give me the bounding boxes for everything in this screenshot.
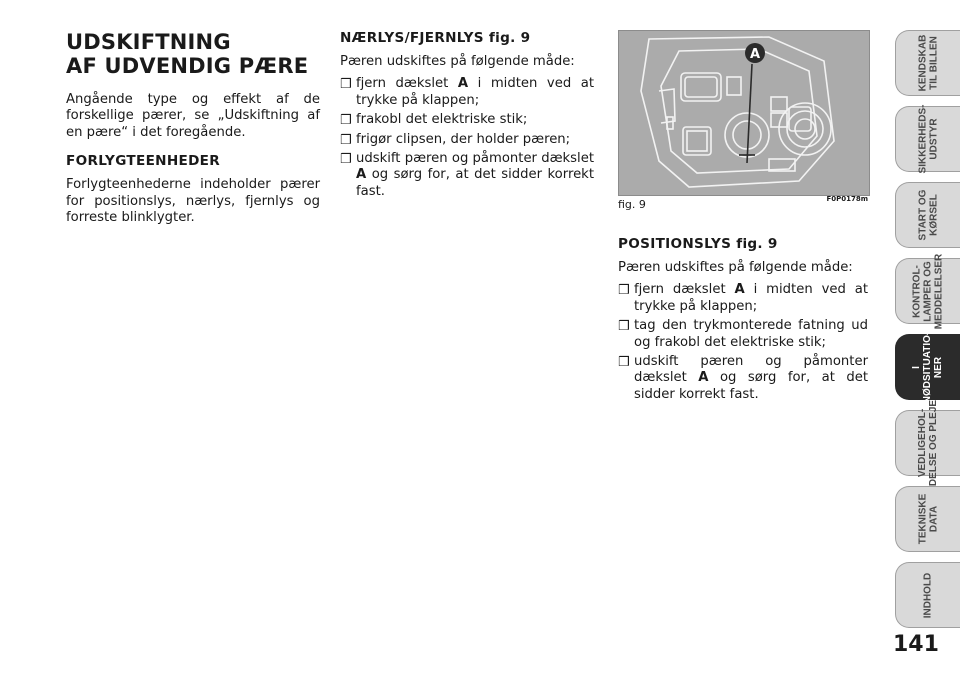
list-item: ❒ udskift pæren og påmonter dækslet A og sørg for, at det sidder korrekt fast. [340,151,594,199]
list-item: ❒ fjern dækslet A i midten ved at trykke på klappen; [340,76,594,108]
checkbox-bullet-icon: ❒ [340,152,352,168]
figure-caption [618,196,868,214]
checkbox-bullet-icon: ❒ [618,319,630,335]
column-1 [66,30,320,238]
tab-kendskab[interactable]: KENDSKAB TIL BILLEN [895,30,960,96]
headlight-illustration [619,31,869,195]
positionslys-steps [618,282,868,403]
list-item: ❒ tag den trykmonterede fatning ud og frakobl det elektriske stik; [618,318,868,350]
tab-nodsituationer[interactable]: I NØDSITUATIO- NER [895,334,960,400]
column-2 [340,30,594,203]
section-heading-forlygteenheder: FORLYGTEENHEDER [66,153,221,170]
list-item: ❒ frakobl det elektriske stik; [340,112,528,129]
tab-tekniske-data[interactable]: TEKNISKE DATA [895,486,960,552]
positionslys-intro: Pæren udskiftes på følgende måde: [618,260,853,275]
checkbox-bullet-icon: ❒ [618,283,630,299]
naerlys-intro: Pæren udskiftes på følgende måde: [340,54,575,69]
list-item: ❒ frigør clipsen, der holder pæren; [340,131,571,148]
forlygte-paragraph: Forlygteenhederne indeholder pærer for positionslys, nærlys, fjernlys og forreste blinklygter. [66,177,320,226]
checkbox-bullet-icon: ❒ [618,355,630,371]
page-number: 141 [893,632,939,657]
title-line-2: AF UDVENDIG PÆRE [66,54,309,78]
headlight-figure [618,30,870,196]
tab-sikkerhedsudstyr[interactable]: SIKKERHEDS- UDSTYR [895,106,960,172]
list-item: ❒ fjern dækslet A i midten ved at trykke på klappen; [618,282,868,314]
naerlys-steps [340,76,594,200]
checkbox-bullet-icon: ❒ [340,132,352,148]
section-heading-naerlys: NÆRLYS/FJERNLYS fig. 9 [340,30,531,46]
checkbox-bullet-icon: ❒ [340,113,352,129]
checkbox-bullet-icon: ❒ [340,77,352,93]
tab-indhold[interactable]: INDHOLD [895,562,960,628]
intro-paragraph: Angående type og effekt af de forskellige pærer, se „Udskiftning af en pære“ i det foregående. [66,92,320,140]
list-item: ❒ udskift pæren og påmonter dækslet A og sørg for, at det sidder korrekt fast. [618,354,868,402]
title-line-1: UDSKIFTNING [66,30,231,54]
tab-vedligeholdelse[interactable]: VEDLIGEHOL- DELSE OG PLEJE [895,410,960,476]
callout-label: A [749,47,761,62]
tab-kontrollamper[interactable]: KONTROL- LAMPER OG MEDDELELSER [895,258,960,324]
figure-code: F0P0178m [826,195,868,203]
figure-label: fig. 9 [618,198,646,211]
tab-start-og-korsel[interactable]: START OG KØRSEL [895,182,960,248]
column-3 [618,30,868,406]
section-heading-positionslys: POSITIONSLYS fig. 9 [618,236,778,252]
page-title [66,30,320,78]
